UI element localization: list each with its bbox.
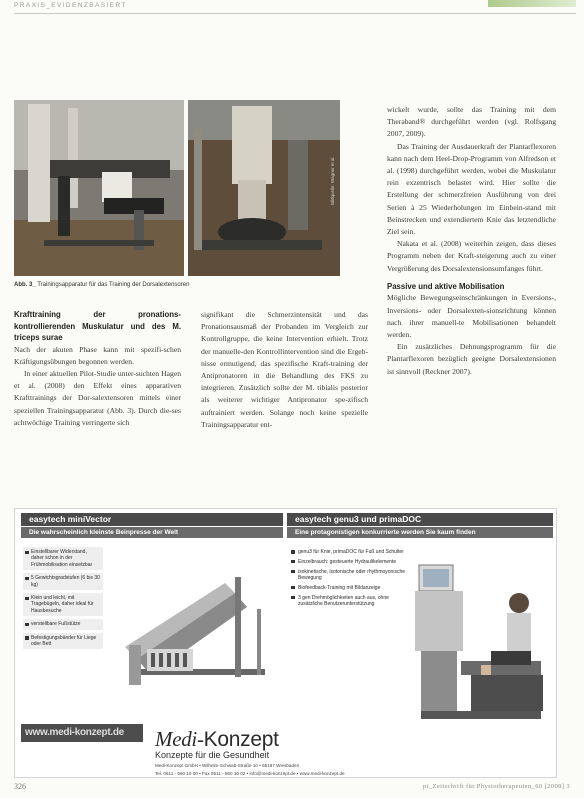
- feature-list: [291, 549, 409, 611]
- text-column-left: [14, 309, 181, 429]
- ad-title: easytech genu3 und primaDOC: [287, 513, 553, 526]
- website-strip: www.medi-konzept.de: [21, 724, 143, 742]
- figure-caption: [14, 282, 189, 288]
- list-item: verstellbare Fußstütze: [23, 619, 103, 629]
- text-column-right: [387, 104, 556, 378]
- heading-strength-training: Krafttraining der pronations-kontrollierenden Muskulatur und des M. triceps surae: [14, 310, 181, 342]
- list-item: Einzelbrauch: gesteuerte Hydraulikelemente: [291, 559, 409, 565]
- paragraph: wickelt wurde, sollte das Training mit dem Theraband® durchgeführt werden (vgl. Rolfsgang 2007, 2009).: [387, 105, 556, 139]
- list-item: 3 gen Drehmöglichkeiten auch aus, ohne zusätzliche Benutzerunterstützung: [291, 595, 409, 608]
- header-divider: [14, 13, 576, 14]
- paragraph: Mögliche Bewegungseinschränkungen in Eversions-, Inversions- oder Dorsalexten-sionsrichtung können nach ihrer manuell-te Mobilisationen behandelt werden.: [387, 293, 556, 339]
- paragraph: Ein zusätzliches Dehnungsprogramm für die Plantarflexoren bezüglich geeigne Dorsalextensionen ist sinnvoll (Reckner 2007).: [387, 342, 556, 376]
- logo-suffix: Konzept: [203, 728, 279, 751]
- list-item: isokinetische, isotonische oder rhythmoyonische Bewegung: [291, 569, 409, 582]
- photo-training-machine: [14, 100, 184, 276]
- list-item: 5 Gewichtsgradstufen (6 bis 30 kg): [23, 573, 103, 590]
- section-label: PRAXIS_EVIDENZBASIERT: [14, 2, 127, 9]
- feature-list: [23, 547, 103, 652]
- ad-subtitle: Eine protagonistigen konkurrierte werden Sie kaum finden: [287, 527, 553, 538]
- list-item: Befestigungsbänder für Liege oder Bett: [23, 633, 103, 650]
- header-accent-bar: [488, 0, 576, 7]
- paragraph: In einer aktuellen Pilot-Studie unter-suchten Hagen et al. (2008) den Effekt eines apparativen Krafttrainings der Dor-salextensoren mittels einer speziellen Trainingsapparatur (Abb. 3). Durch die-ses achtwöchige Training verringerte sich: [14, 368, 181, 427]
- ad-title: easytech miniVector: [21, 513, 283, 526]
- paragraph: Nakata et al. (2008) weiterhin zeigen, dass dieses Programm neben der Kraft-steigerung auch zu einer Vergrößerung des Dorsalextensionsumfanges führt.: [387, 239, 556, 273]
- photo-training-exercise: [188, 100, 340, 276]
- photo-credit: Bildquelle: Wagner et al.: [330, 156, 335, 205]
- list-item: Klein und leicht, mit Tragebügeln, daher ideal für Hausbesuche: [23, 593, 103, 616]
- contact-phone: Tel. 0611 - 560 10 00 • Fax 0611 - 560 10 02 • info@medi-konzept.de • www.medi-konzept.de: [155, 771, 345, 776]
- logo-wordmark: [155, 727, 279, 752]
- leg-press-device-image: [107, 549, 277, 719]
- heading-mobilisation: Passive und aktive Mobilisation: [387, 281, 505, 291]
- caption-text: Trainingsapparatur für das Training der Dorsalextensoren: [37, 282, 190, 288]
- ad-genu3-primadoc: [287, 509, 556, 777]
- paragraph: Das Training der Ausdauerkraft der Plantarflexoren kann nach dem Heel-Drop-Programm von Alfredson et al. (1998) durchgeführt werden, wobei die Muskulatur rein exzentrisch belastet wird. Hier sollte die Erstellung der schmerzfreien Ausführung von drei Serien à 25 Wiederholungen im Einbein-stand mit Beinstrecken und extendiertem Knie das letztendliche Ziel sein.: [387, 141, 556, 237]
- rehab-device-graphic: [411, 541, 553, 773]
- logo-tagline: Konzepte für die Gesundheit: [155, 750, 270, 760]
- page-number: 326: [14, 782, 26, 791]
- paragraph: signifikant die Schmerzintensität und das Pronationsausmaß der Probanden im Vergleich zur Kontrollgruppe, die keine Intervention erhielt. Trotz der manuelle-den Kontrollintervention sind die Ergeb-nisse ermutigend, das spezifische Kraft-training der Antipronatoren in die Behandlung des FKS zu integrieren. Zusätzlich sollte der M. tibialis posterior als weiterer wichtiger Antipronator spe-zifisch auftrainiert werden. Solange noch keine spezielle Trainingsapparatur ent-: [201, 310, 368, 429]
- exercise-photo-graphic: [188, 100, 340, 276]
- list-item: Einstellbarer Widerstand, daher schon in der Frühmobilisation einsetzbar: [23, 547, 103, 570]
- leg-press-graphic: [107, 549, 277, 719]
- rehab-device-photo: [411, 541, 553, 773]
- ad-subtitle: Die wahrscheinlich kleinste Beinpresse der Welt: [21, 527, 283, 538]
- text-column-middle: [201, 309, 368, 431]
- caption-number: Abb. 3_: [14, 282, 36, 288]
- contact-address: Medi-Konzept GmbH • Wilhelm-Schwab-Straße 10 • 65187 Wiesbaden: [155, 763, 300, 768]
- list-item: Biofeedback-Training mit Bildanzeige: [291, 585, 409, 591]
- medi-konzept-logo: [155, 727, 279, 760]
- journal-reference: pt_Zeitschrift für Physiotherapeuten_60 [2008] 3: [422, 783, 570, 790]
- machine-photo-graphic: [14, 100, 184, 276]
- list-item: genu3 für Knie, primaDOC für Fuß und Schulter: [291, 549, 409, 555]
- advertisement: [14, 508, 557, 778]
- paragraph: Nach der akuten Phase kann mit spezifi-schen Kräftigungsübungen begonnen werden.: [14, 344, 181, 366]
- logo-prefix: Medi-: [155, 727, 204, 751]
